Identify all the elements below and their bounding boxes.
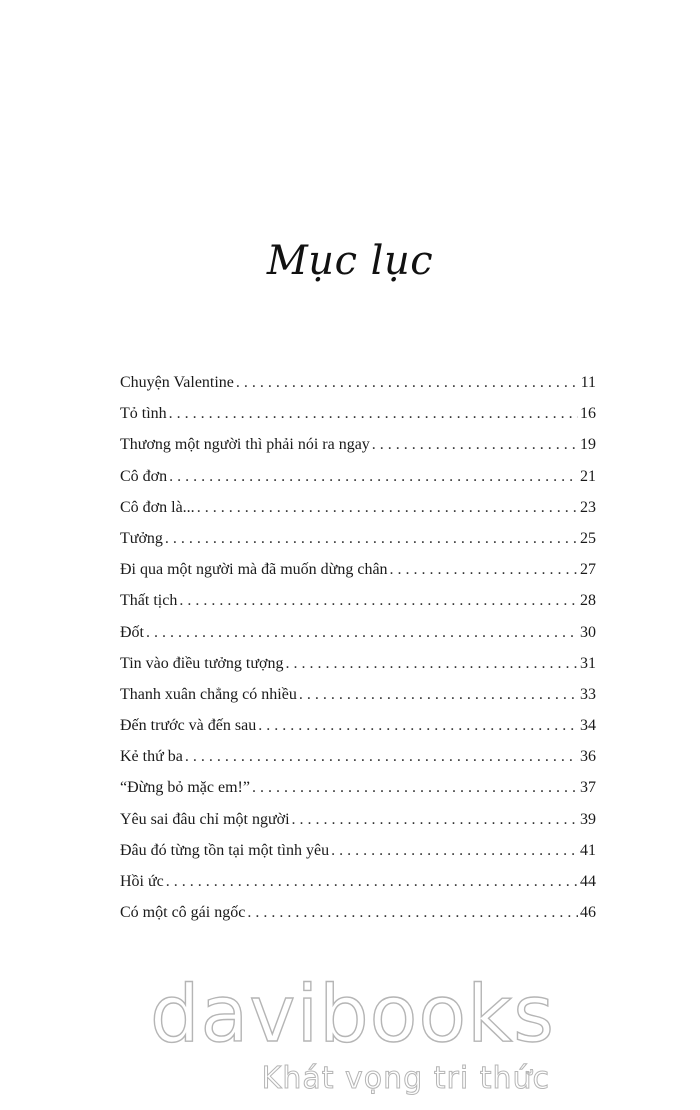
dot-leader — [166, 873, 578, 891]
dot-leader — [285, 655, 578, 673]
dot-leader — [292, 811, 578, 829]
toc-entry-title: Thanh xuân chẳng có nhiều — [120, 685, 297, 703]
dot-leader — [185, 748, 578, 766]
toc-entry-page: 46 — [580, 904, 596, 922]
toc-entry — [120, 624, 596, 655]
toc-entry-page: 16 — [580, 405, 596, 423]
dot-leader — [258, 717, 578, 735]
dot-leader — [390, 561, 578, 579]
dot-leader — [331, 842, 578, 860]
toc-entry-title: Đến trước và đến sau — [120, 717, 257, 735]
toc-entry-title: Cô đơn là... — [120, 498, 195, 516]
toc-entry-title: Có một cô gái ngốc — [120, 904, 246, 922]
watermark-logo: davibooks — [150, 970, 555, 1060]
toc-entry-page: 19 — [580, 436, 596, 454]
toc-entry-title: Đi qua một người mà đã muốn dừng chân — [120, 561, 388, 579]
toc-entry — [120, 499, 596, 530]
dot-leader — [179, 592, 578, 610]
toc-entry-page: 31 — [580, 654, 596, 672]
toc-entry-title: Đâu đó từng tồn tại một tình yêu — [120, 841, 330, 859]
toc-entry-title: Đốt — [120, 623, 144, 641]
toc-entry-title: Thương một người thì phải nói ra ngay — [120, 436, 370, 454]
dot-leader — [247, 904, 578, 922]
toc-entry — [120, 655, 596, 686]
toc-entry — [120, 405, 596, 436]
toc-entry-title: Tỏ tình — [120, 405, 167, 423]
toc-entry — [120, 436, 596, 467]
toc-entry-page: 39 — [580, 810, 596, 828]
toc-entry-page: 34 — [580, 717, 596, 735]
toc-entry-page: 41 — [580, 841, 596, 859]
toc-entry-page: 28 — [580, 592, 596, 610]
dot-leader — [372, 436, 578, 454]
page-title: Mục lục — [266, 238, 434, 284]
dot-leader — [169, 468, 578, 486]
toc-entry — [120, 811, 596, 842]
watermark-tagline: Khát vọng tri thức — [261, 1061, 550, 1096]
toc-entry-page: 44 — [580, 873, 596, 890]
dot-leader — [236, 374, 579, 392]
toc-entry-title: Cô đơn — [120, 467, 168, 485]
toc-entry-page: 37 — [580, 779, 596, 797]
toc-entry — [120, 842, 596, 873]
toc-entry-title: Yêu sai đâu chỉ một người — [120, 810, 290, 828]
toc-entry-title: Chuyện Valentine — [120, 374, 234, 391]
toc-entry — [120, 873, 596, 904]
toc-entry-page: 33 — [580, 685, 596, 703]
toc-entry — [120, 530, 596, 561]
toc-entry-page: 11 — [580, 374, 596, 391]
toc-entry-title: Tưởng — [120, 529, 163, 547]
toc-entry — [120, 468, 596, 499]
toc-entry-page: 21 — [580, 467, 596, 485]
dot-leader — [146, 624, 578, 642]
toc-entry-page: 30 — [580, 623, 596, 641]
toc-entry — [120, 374, 596, 405]
toc-entry — [120, 717, 596, 748]
dot-leader — [169, 405, 578, 423]
toc-entry — [120, 748, 596, 779]
toc-entry-title: “Đừng bỏ mặc em!” — [120, 779, 250, 797]
toc-entry-page: 27 — [580, 561, 596, 579]
toc-entry — [120, 592, 596, 623]
dot-leader — [252, 779, 578, 797]
toc-entry-title: Tin vào điều tưởng tượng — [120, 654, 284, 672]
toc-entry — [120, 904, 596, 935]
dot-leader — [165, 530, 578, 548]
toc-entry-title: Kẻ thứ ba — [120, 748, 183, 766]
toc-entry — [120, 561, 596, 592]
table-of-contents — [120, 374, 596, 935]
toc-entry-title: Thất tịch — [120, 592, 178, 610]
toc-entry-page: 25 — [580, 529, 596, 547]
toc-entry-page: 23 — [580, 498, 596, 516]
toc-entry — [120, 779, 596, 810]
toc-entry-page: 36 — [580, 748, 596, 766]
dot-leader — [197, 499, 578, 517]
toc-entry — [120, 686, 596, 717]
toc-entry-title: Hồi ức — [120, 873, 164, 890]
dot-leader — [299, 686, 578, 704]
